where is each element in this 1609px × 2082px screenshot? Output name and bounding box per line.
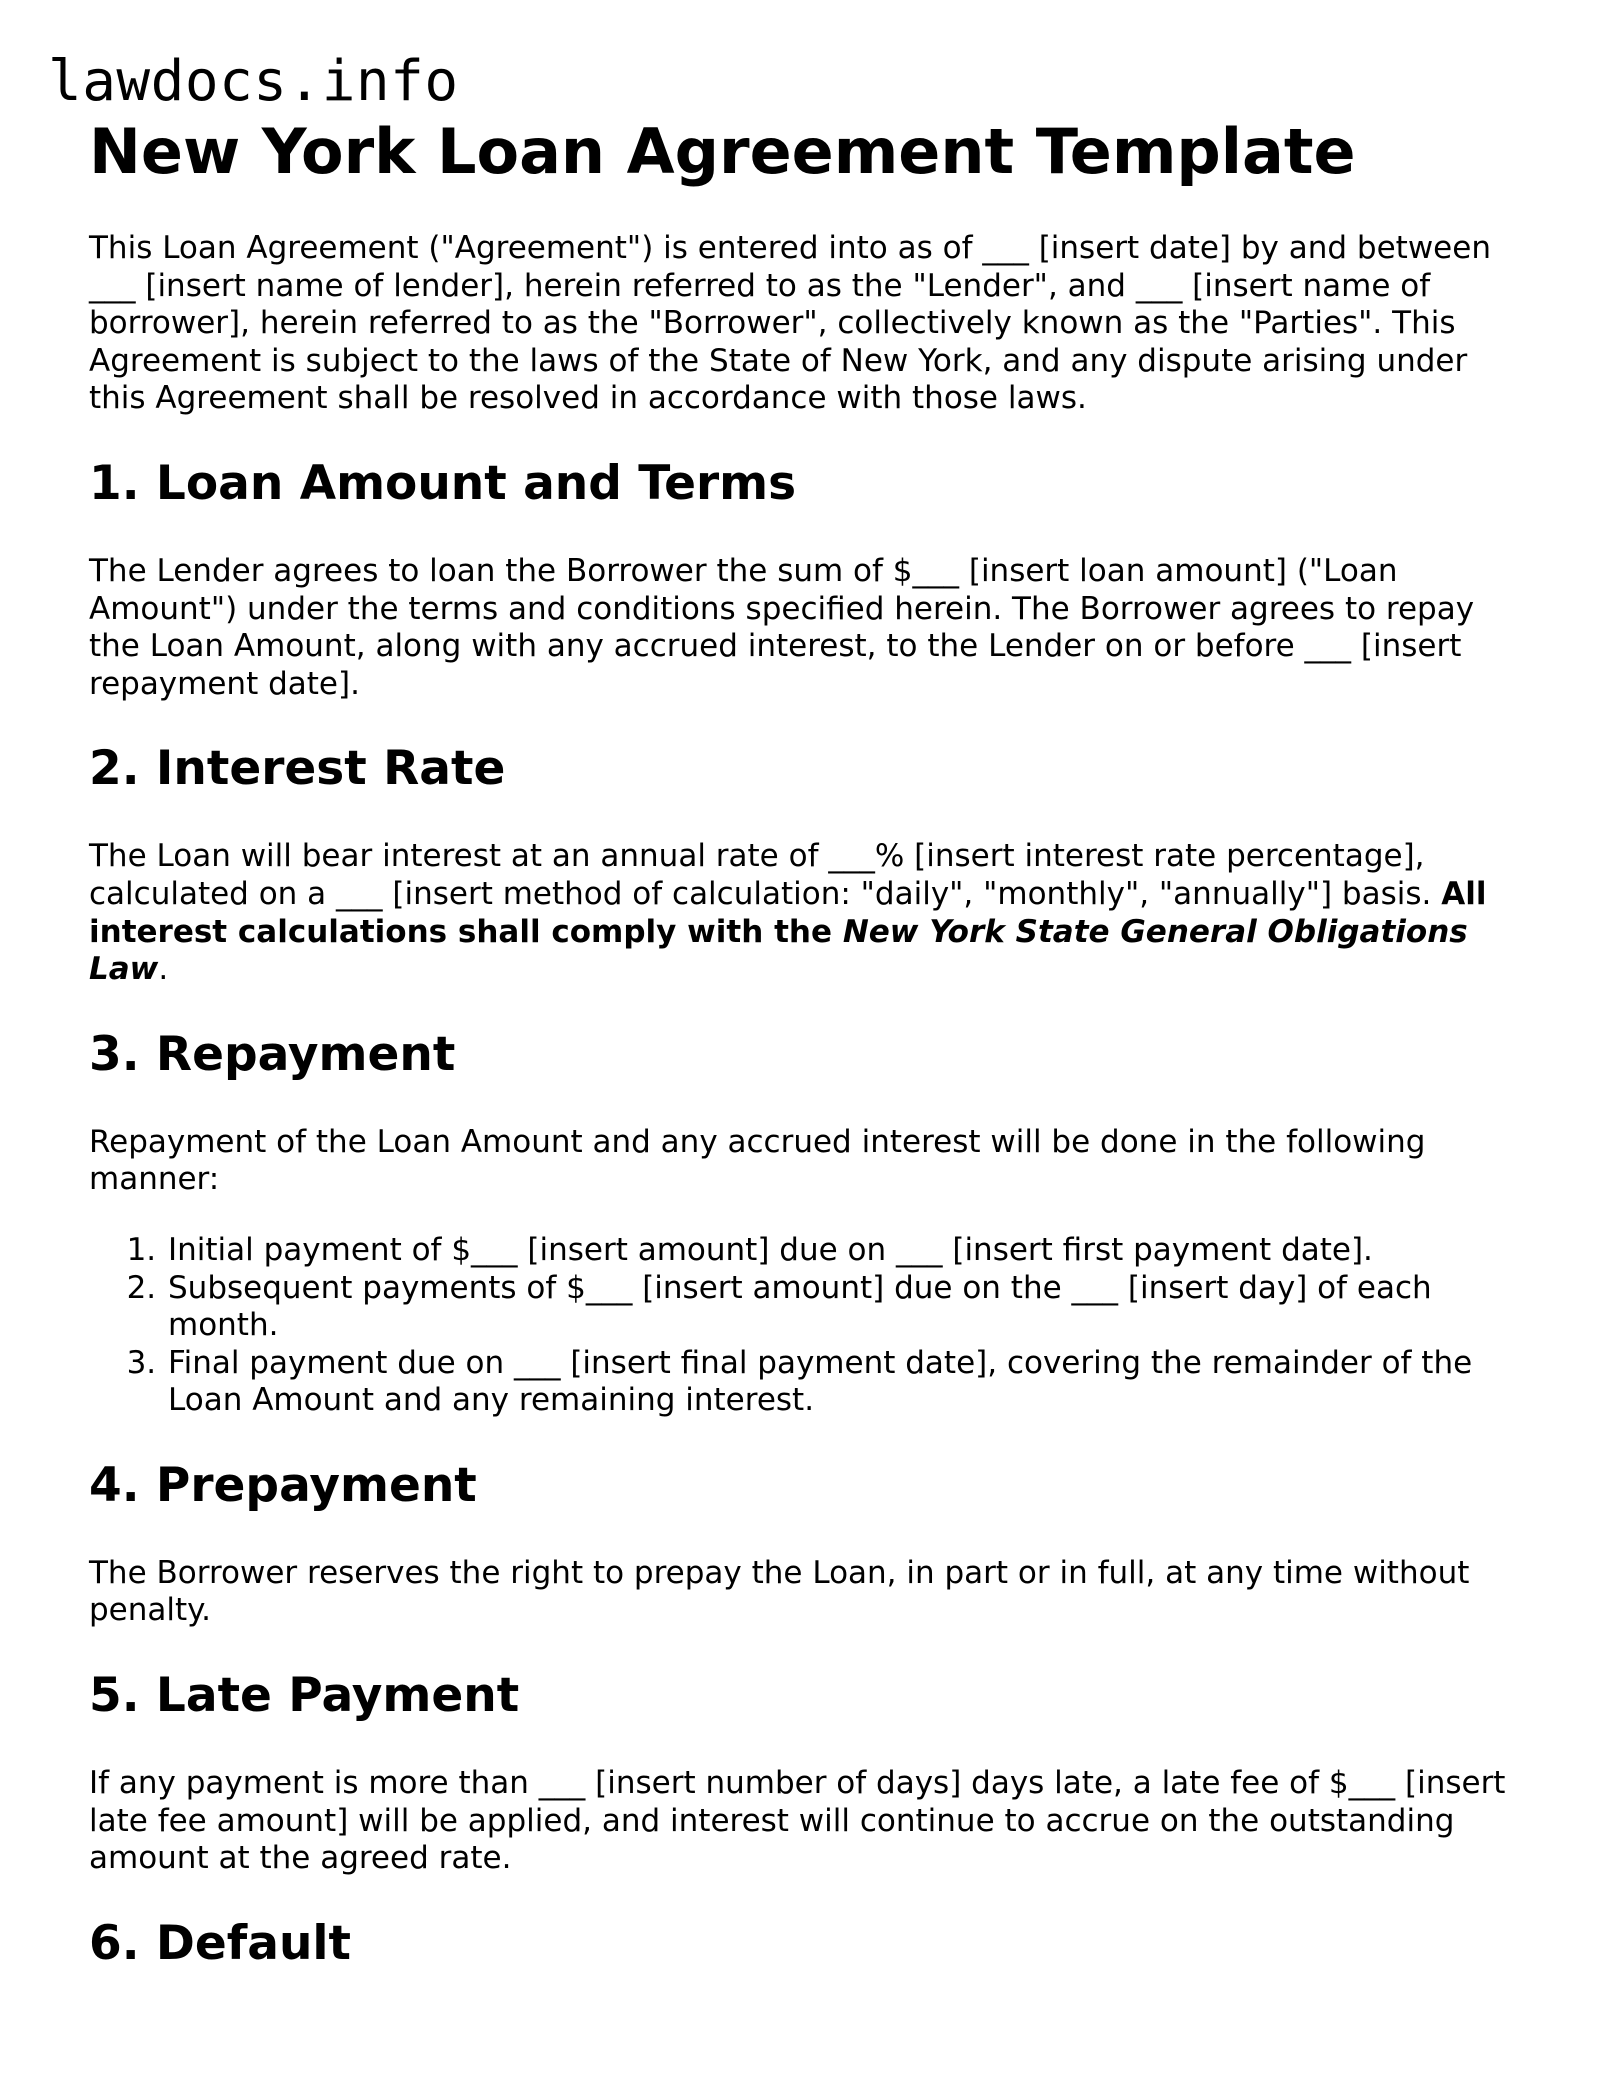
- section-default: [89, 1914, 1529, 1974]
- document-body: [89, 112, 1529, 1974]
- section-heading: 3. Repayment: [89, 1026, 456, 1082]
- interest-compliance-bold: All interest calculations shall comply with the: [89, 875, 1487, 950]
- section-late-payment: [89, 1666, 1529, 1878]
- section-heading: 2. Interest Rate: [89, 741, 506, 797]
- repayment-list: [89, 1232, 1529, 1420]
- law-reference: New York State General Obligations Law: [89, 913, 1468, 988]
- section-repayment: [89, 1025, 1529, 1420]
- list-item: 2. Subsequent payments of $___ [insert amount] due on the ___ [insert day] of each month.: [166, 1270, 1529, 1345]
- site-brand-logo[interactable]: lawdocs.info: [48, 49, 459, 114]
- section-paragraph: The Borrower reserves the right to prepay the Loan, in part or in full, at any time without penalty.: [89, 1554, 1470, 1629]
- interest-text-end: .: [158, 951, 169, 988]
- section-heading: 1. Loan Amount and Terms: [89, 455, 797, 511]
- section-paragraph: The Lender agrees to loan the Borrower the sum of $___ [insert loan amount] ("Loan Amount") under the terms and conditions specified herein. The Borrower agrees to repay the Loan Amount, along with any accrued interest, to the Lender on or before ___ [insert repayment date].: [89, 552, 1475, 702]
- interest-text: The Loan will bear interest at an annual rate of ___% [insert interest rate percentage], calculated on a ___ [insert method of calculation: "daily", "monthly", "annually"] basis.: [89, 838, 1442, 912]
- document-title: New York Loan Agreement Template: [89, 115, 1356, 188]
- section-loan-amount-terms: [89, 454, 1529, 703]
- section-prepayment: [89, 1456, 1529, 1630]
- section-heading: 4. Prepayment: [89, 1457, 477, 1513]
- list-item: 1. Initial payment of $___ [insert amount] due on ___ [insert first payment date].: [166, 1232, 1529, 1270]
- section-heading: 6. Default: [89, 1915, 352, 1971]
- intro-paragraph: This Loan Agreement ("Agreement") is entered into as of ___ [insert date] by and between ___ [insert name of lender], herein referred to as the "Lender", and ___ [insert name of borrower], herein referred to as the "Borrower", collectively known as the "Parties". This Agreement is subject to the laws of the State of New York, and any dispute arising under this Agreement shall be resolved in accordance with those laws.: [89, 230, 1491, 417]
- list-item: 3. Final payment due on ___ [insert final payment date], covering the remainder of the Loan Amount and any remaining interest.: [166, 1345, 1529, 1420]
- section-paragraph: Repayment of the Loan Amount and any accrued interest will be done in the following manner:: [89, 1123, 1426, 1198]
- section-heading: 5. Late Payment: [89, 1668, 520, 1724]
- section-paragraph: [89, 838, 1529, 988]
- section-interest-rate: [89, 739, 1529, 988]
- section-paragraph: If any payment is more than ___ [insert number of days] days late, a late fee of $___ [insert late fee amount] will be applied, and interest will continue to accrue on the outstanding amount at the agreed rate.: [89, 1765, 1506, 1877]
